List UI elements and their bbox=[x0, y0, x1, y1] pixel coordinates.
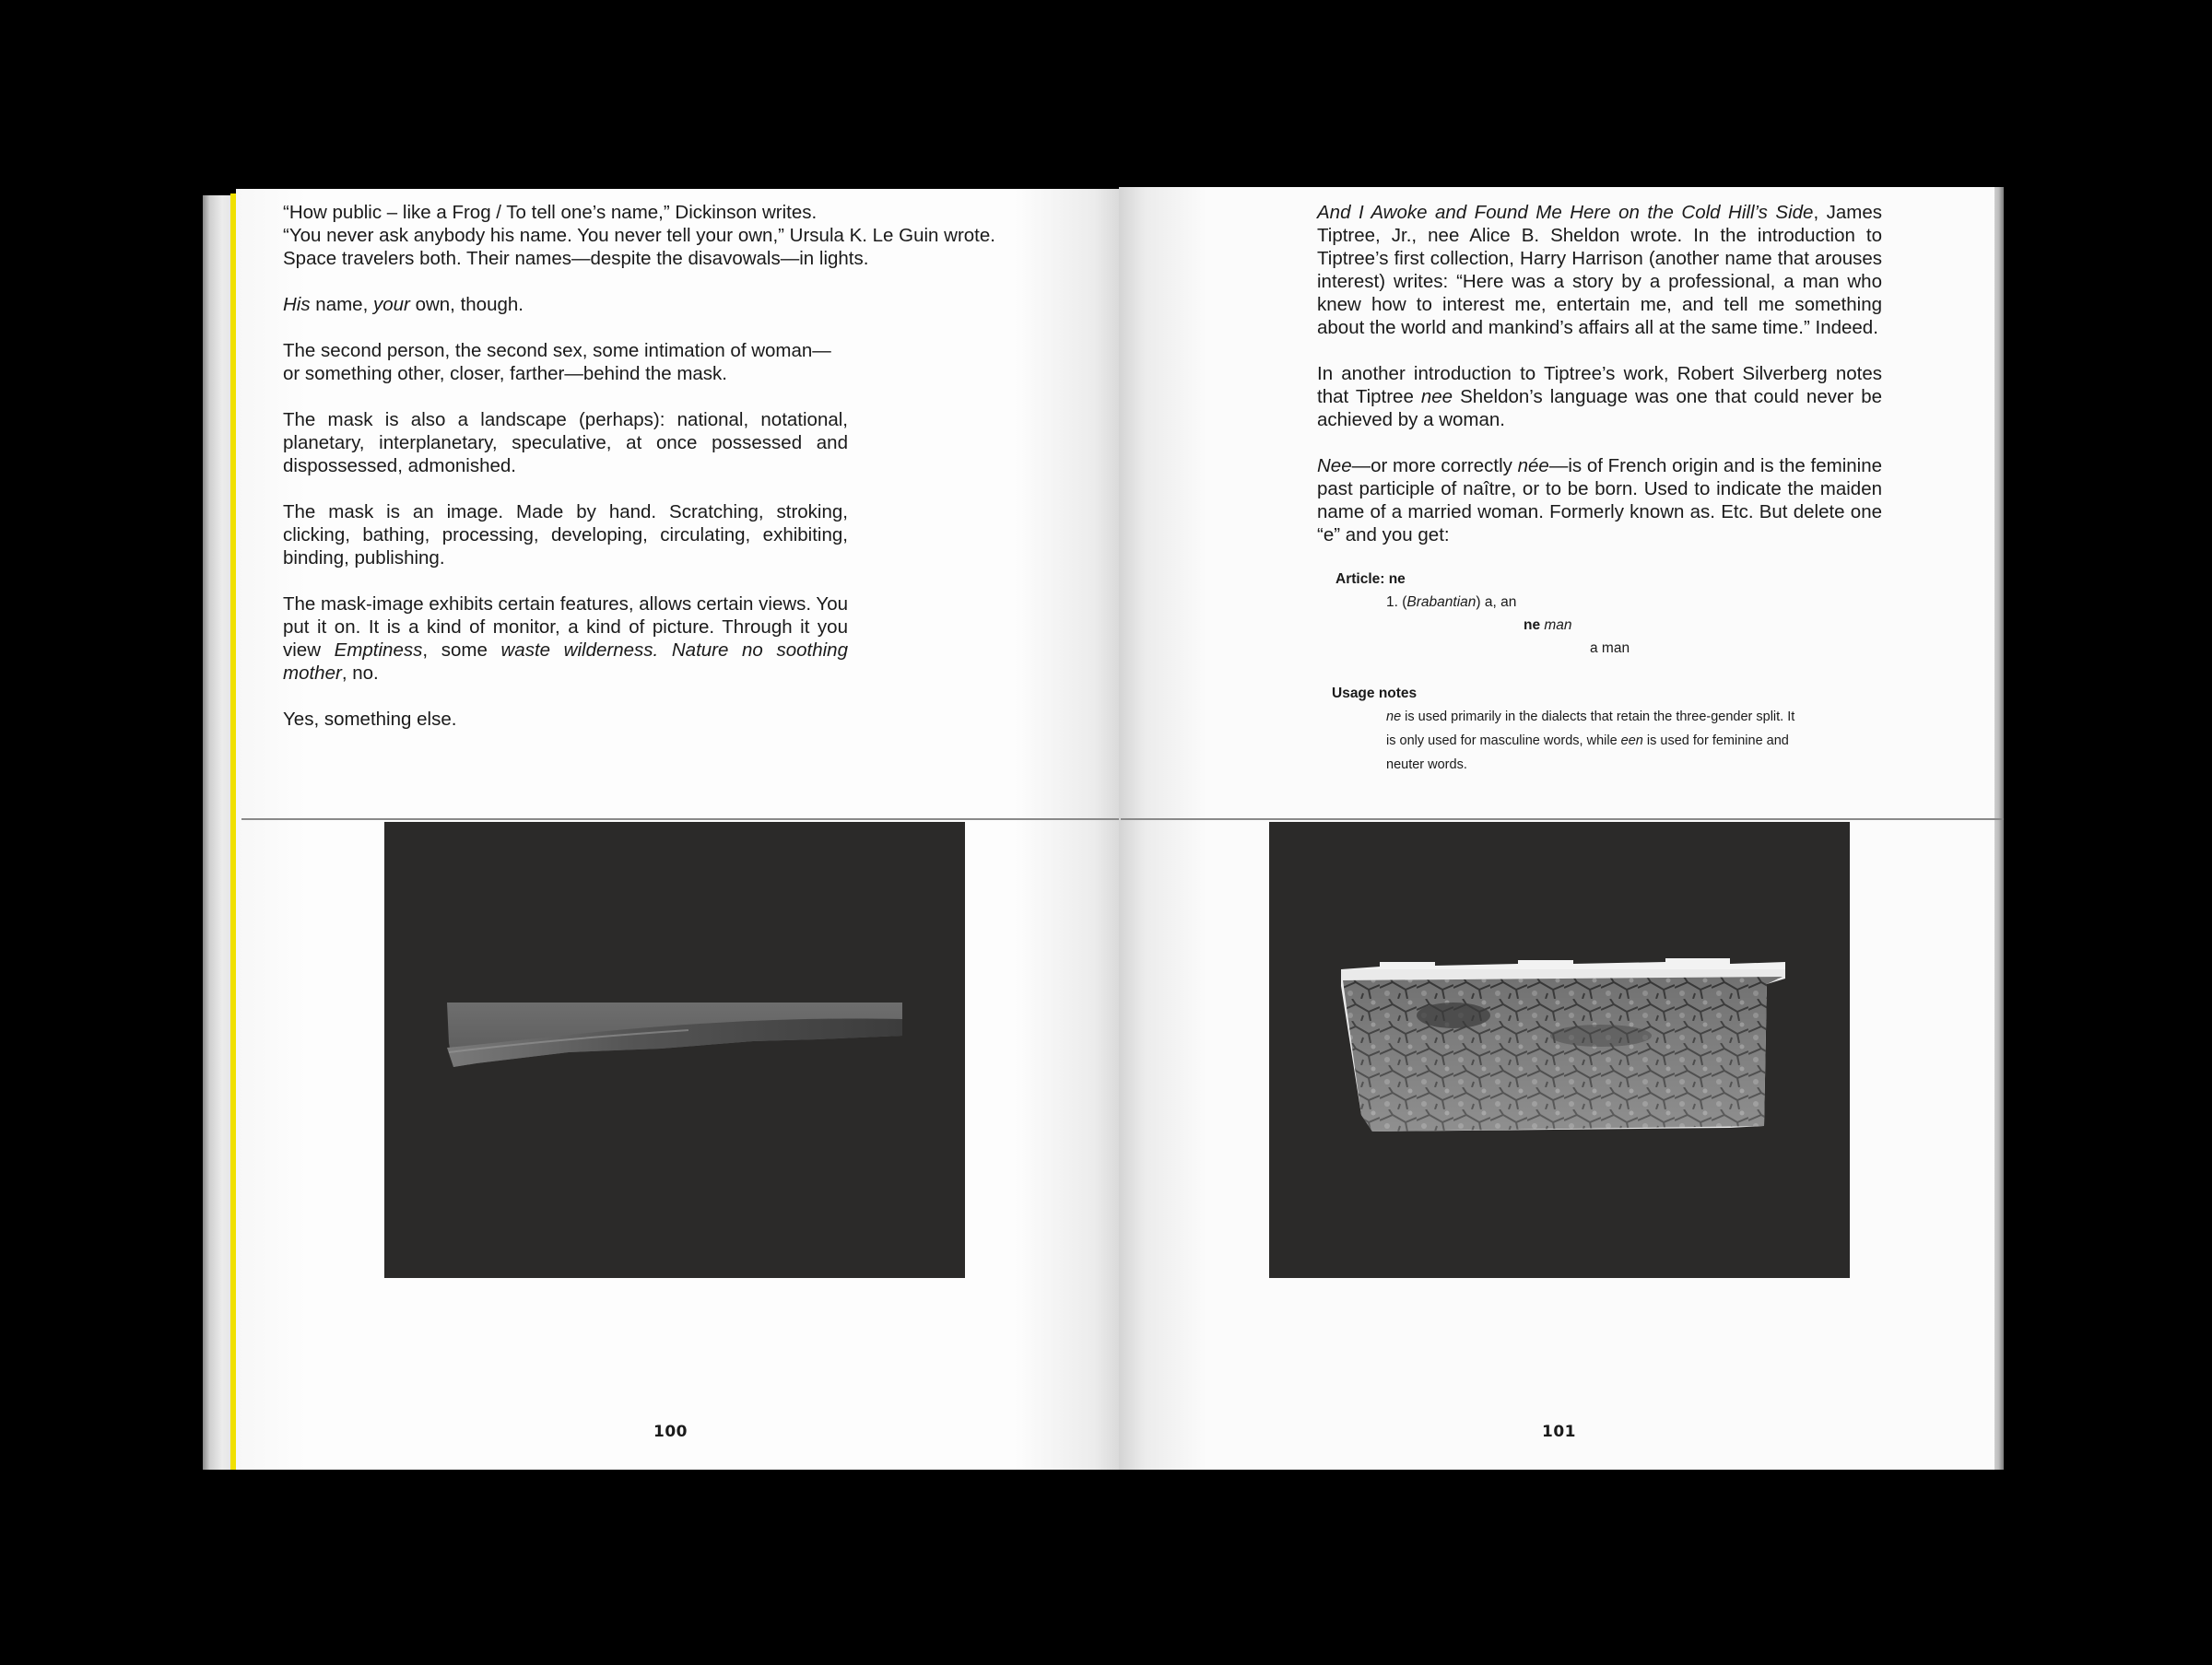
left-page-text bbox=[283, 201, 1002, 339]
dictionary-entry bbox=[1335, 568, 1888, 660]
usage-text: ne is used primarily in the dialects that retain the three-gender split. It is only used for masculine words, while een is used for feminine and neuter words. bbox=[1386, 709, 1795, 772]
yellow-endpaper-edge bbox=[230, 193, 236, 1470]
dictionary-sense: 1. (Brabantian) a, an bbox=[1386, 594, 1517, 610]
paragraph-mask-image-made: The mask is an image. Made by hand. Scratching, stroking, clicking, bathing, processing, developing, circulating, exhibiting, binding, publishing. bbox=[283, 501, 848, 569]
landscape-photo-left bbox=[384, 822, 965, 1278]
landscape-photo-right bbox=[1269, 822, 1850, 1278]
right-page-column bbox=[1317, 201, 1882, 569]
dictionary-translation: a man bbox=[1590, 640, 1630, 656]
left-page-column bbox=[283, 339, 848, 754]
paragraph-silverberg: In another introduction to Tiptree’s work, Robert Silverberg notes that Tiptree nee Sheldon’s language was one that could never be achieved by a woman. bbox=[1317, 363, 1882, 430]
panorama-cracked-terrain-right bbox=[1269, 822, 1850, 1278]
page-number-right: 101 bbox=[1542, 1423, 1576, 1441]
paragraph-landscape: The mask is also a landscape (perhaps): national, notational, planetary, interplanetary, speculative, at once possessed and dispossessed, admonished. bbox=[283, 409, 848, 476]
paragraph-something-else: Yes, something else. bbox=[283, 709, 457, 730]
page-number-left: 100 bbox=[653, 1423, 688, 1441]
paragraph-dickinson: “How public – like a Frog / To tell one’s name,” Dickinson writes. “You never ask anybody his name. You never tell your own,” Ursula K. Le Guin wrote. Space travelers both. Their names—despite the disavowals—in lights. bbox=[283, 202, 995, 269]
paragraph-his-name: His name, your own, though. bbox=[283, 294, 524, 315]
paragraph-nee: Nee—or more correctly née—is of French origin and is the feminine past participle of naître, or to be born. Used to indicate the maiden name of a married woman. Formerly known as. Etc. But delete one “e” and you get: bbox=[1317, 455, 1883, 545]
dictionary-example: ne man bbox=[1524, 617, 1572, 633]
paragraph-second-person: The second person, the second sex, some intimation of woman—or something other, closer, farther—behind the mask. bbox=[283, 340, 831, 384]
usage-heading: Usage notes bbox=[1332, 686, 1418, 701]
dictionary-heading: Article: ne bbox=[1335, 571, 1406, 587]
panorama-strip-left bbox=[384, 822, 965, 1278]
left-page-rule bbox=[241, 818, 1119, 820]
usage-notes bbox=[1332, 682, 1811, 777]
right-page-rule bbox=[1121, 818, 2004, 820]
paragraph-mask-features: The mask-image exhibits certain features, allows certain views. You put it on. It is a kind of monitor, a kind of picture. Through it you view Emptiness, some waste wilderness. Nature no soothing mother, no. bbox=[283, 593, 849, 684]
paragraph-tiptree: And I Awoke and Found Me Here on the Cold Hill’s Side, James Tiptree, Jr., nee Alice B. Sheldon wrote. In the introduction to Tiptree’s first collection, Harry Harrison (another name that arouses interest) writes: “Here was a story by a professional, a man who knew how to interest me, entertain me, and tell me something about the world and mankind’s affairs all at the same time.” Indeed. bbox=[1317, 202, 1882, 338]
